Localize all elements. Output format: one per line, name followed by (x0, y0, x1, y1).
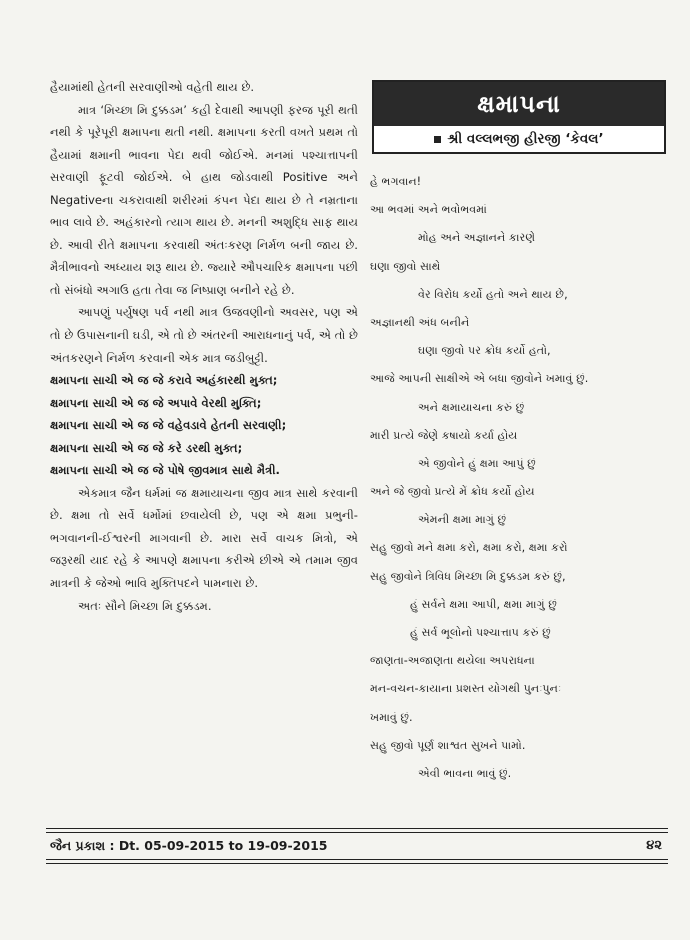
poem-line: આજે આપની સાક્ષીએ એ બધા જીવોને ખમાવું છું. (370, 372, 589, 386)
poem-line: સહુ જીવો મને ક્ષમા કરો, ક્ષમા કરો, ક્ષમા કરો (370, 541, 568, 555)
poem-line: ઘણા જીવો પર ક્રોધ કર્યો હતો, (418, 344, 551, 358)
poem-line: આ ભવમાં અને ભવોભવમાં (370, 203, 487, 217)
bold-verse-line: ક્ષમાપના સાચી એ જ જે વહેવડાવે હેતની સરવાણી; (50, 418, 287, 433)
poem-line: સહુ જીવોને ત્રિવિધ મિચ્છા મિ દુક્કડમ કરું છું, (370, 569, 566, 583)
bullet-square-icon (434, 136, 441, 143)
poem-line: અને જે જીવો પ્રત્યે મેં ક્રોધ કર્યો હોય (370, 485, 535, 499)
poem-line: મોહ અને અજ્ઞાનને કારણે (418, 231, 536, 245)
publication-info: જૈન પ્રકાશ : Dt. 05-09-2015 to 19-09-2015 (50, 838, 328, 853)
poem-line: અજ્ઞાનથી અંધ બનીને (370, 315, 470, 329)
closing-line: અતઃ સૌને મિચ્છા મિ દુક્કડમ. (78, 598, 212, 613)
poem-line: હું સર્વ ભૂલોનો પશ્ચાત્તાપ કરું છું (410, 626, 551, 639)
bold-verse-line: ક્ષમાપના સાચી એ જ જે પોષે જીવમાત્ર સાથે મૈત્રી. (50, 463, 280, 478)
bold-verse-line: ક્ષમાપના સાચી એ જ જે અપાવે વેરથી મુક્તિ; (50, 395, 262, 410)
poem-line: મારી પ્રત્યે જેણે કષાયો કર્યા હોય (370, 428, 518, 442)
poem-line: જાણતા-અજાણતા થયેલા અપરાધના (370, 654, 535, 668)
page-number: ૪૨ (646, 838, 662, 853)
poem-line: હે ભગવાન! (370, 175, 422, 188)
poem-line: ખમાવું છું. (370, 710, 413, 724)
author-byline (374, 126, 664, 152)
poem-line: એ જીવોને હું ક્ષમા આપું છું (418, 456, 536, 470)
poem-line: એમની ક્ષમા માગું છું (418, 513, 507, 527)
left-column (50, 76, 358, 617)
article-title: ક્ષમાપના (374, 82, 664, 126)
poem-line: હું સર્વને ક્ષમા આપી, ક્ષમા માગું છું (410, 597, 557, 611)
poem-line: વેર વિરોધ કર્યો હતો અને થાય છે, (418, 287, 568, 301)
poem-line: મન-વચન-કાયાના પ્રશસ્ત યોગથી પુનઃપુનઃ (370, 682, 562, 696)
poem-line: એવી ભાવના ભાવું છું. (418, 766, 512, 780)
poem-line: અને ક્ષમાયાચના કરું છું (418, 400, 525, 414)
paragraph-3: આપણું પર્યુષણ પર્વ નથી માત્ર ઉજવણીનો અવસર, પણ એ તો છે ઉપાસનાની ઘડી, એ તો છે અંતરની આરાધનાનું પર્વ, એ તો છે અંતકરણને નિર્મળ કરવાની એક માત્ર જડીબુટ્ટી. (50, 305, 358, 365)
paragraph-2: માત્ર ‘મિચ્છા મિ દુક્કડમ’ કહી દેવાથી આપણી ફરજ પૂરી થતી નથી કે પૂરેપૂરી ક્ષમાપના થતી નથી. ક્ષમાપના કરતી વખતે પ્રથમ તો હૈયામાં ક્ષમાની ભાવના પેદા થવી જોઈએ. મનમાં પશ્ચાત્તાપની સરવાણી ફૂટવી જોઈએ. બે હાથ જોડવાથી Positive અને Negativeના ચકરાવાથી શરીરમાં કંપન પેદા થાય છે તે નમ્રતાના ભાવ લાવે છે. અહંકારનો ત્યાગ થાય છે. મનની અશુદ્ધિ સાફ થાય છે. આવી રીતે ક્ષમાપના કરવાથી અંતઃકરણ નિર્મળ બની જાય છે. મૈત્રીભાવનો અધ્યાય શરૂ થાય છે. જ્યારે ઔપચારિક ક્ષમાપના પછી તો સંબંધો અગાઉ હતા તેવા જ નિષ્પ્રાણ બનીને રહે છે. (50, 102, 358, 297)
bold-verse (50, 369, 358, 482)
article-title-box (372, 80, 666, 154)
page-footer (46, 828, 668, 864)
paragraph-4: એકમાત્ર જૈન ધર્મમાં જ ક્ષમાયાચના જીવ માત્ર સાથે કરવાની છે. ક્ષમા તો સર્વે ધર્મોમાં છવાયેલી છે, પણ એ ક્ષમા પ્રભુની-ભગવાનની-ઈશ્વરની માગવાની છે. મારા સર્વે વાચક મિત્રો, એ જરૂરથી યાદ રહે કે આપણે ક્ષમાપના કરીએ છીએ એ તમામ જીવ માત્રની કે જેઓ ભાવિ મુક્તિપદને પામનારા છે. (50, 485, 358, 591)
poem-line: ઘણા જીવો સાથે (370, 259, 441, 273)
paragraph-1: હૈયામાંથી હેતની સરવાણીઓ વહેતી થાય છે. (50, 80, 255, 94)
bold-verse-line: ક્ષમાપના સાચી એ જ જે કરે ડરથી મુક્ત; (50, 440, 243, 455)
poem (370, 168, 670, 788)
bold-verse-line: ક્ષમાપના સાચી એ જ જે કરાવે અહંકારથી મુક્ત; (50, 373, 278, 388)
author-name: શ્રી વલ્લભજી હીરજી ‘કેવલ’ (447, 131, 604, 147)
poem-line: સહુ જીવો પૂર્ણ શાશ્વત સુખને પામો. (370, 738, 526, 752)
